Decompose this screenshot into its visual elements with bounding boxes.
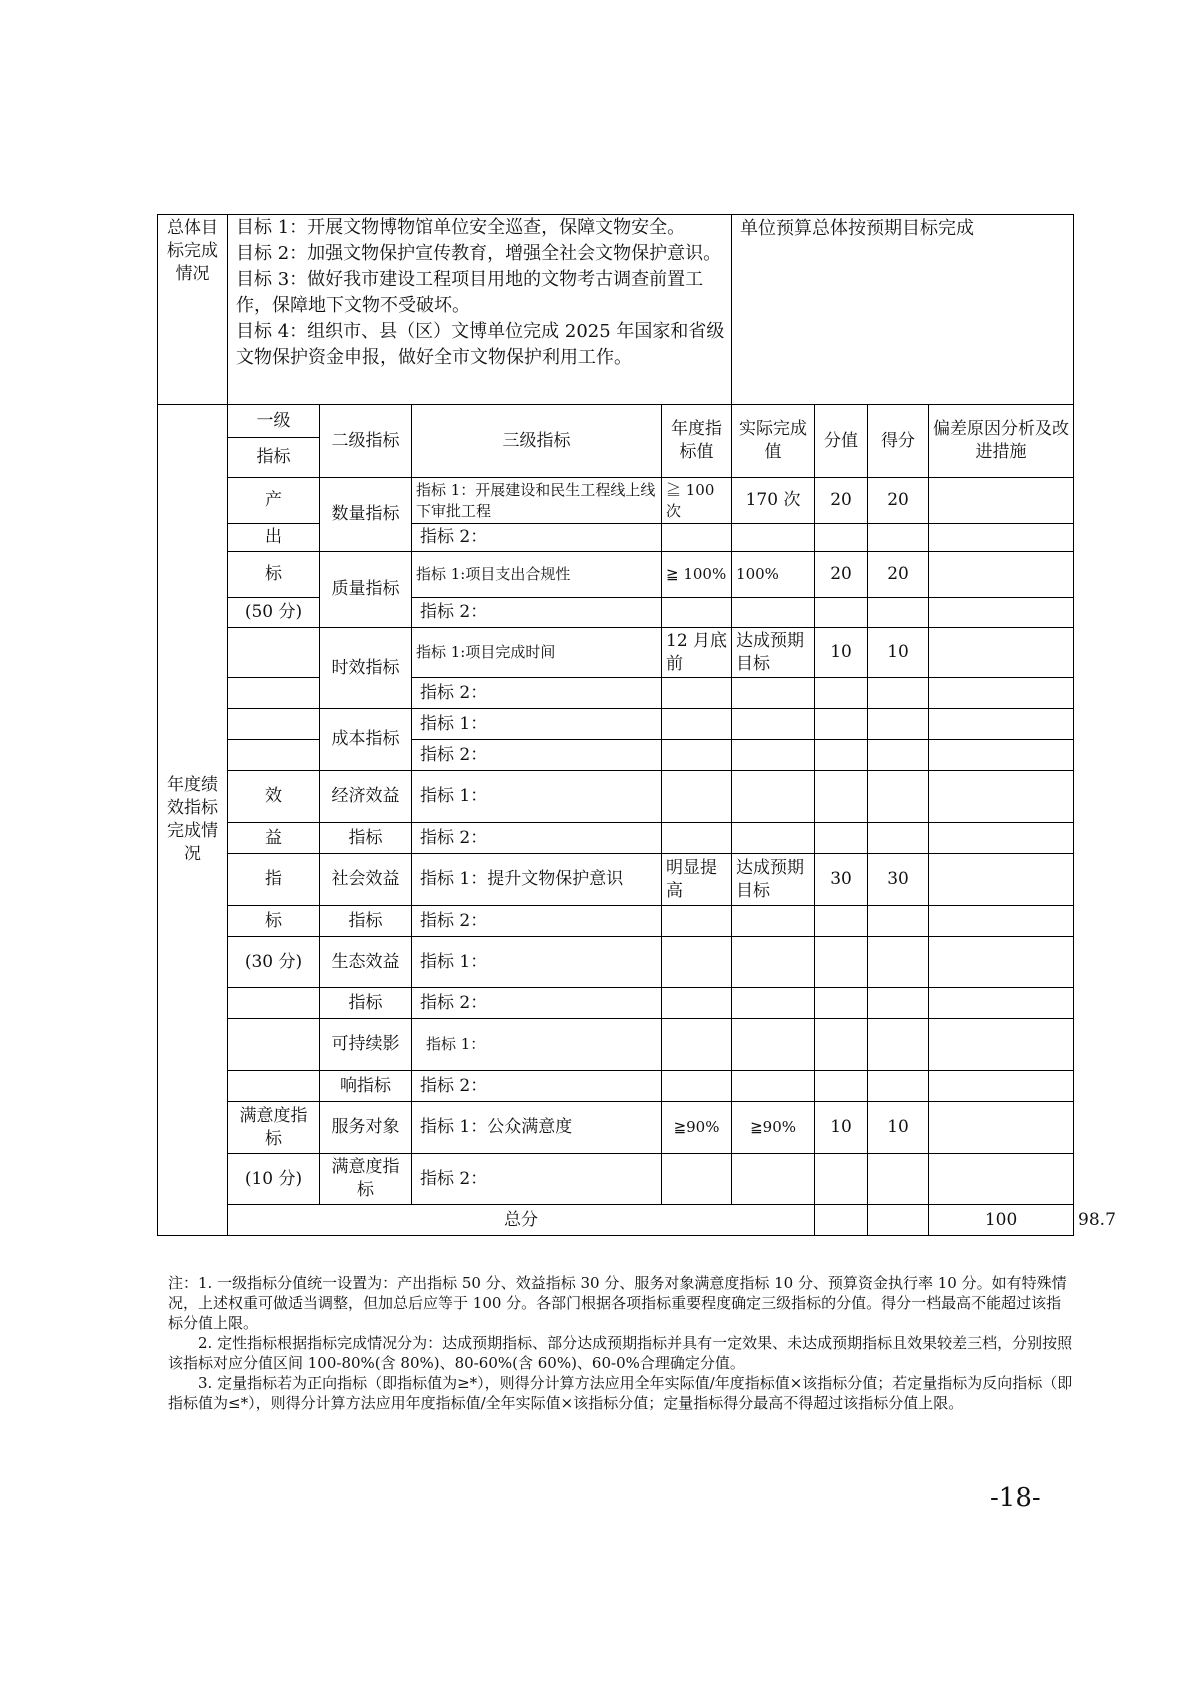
empty-cell	[868, 1071, 929, 1102]
satisfaction-label-2: (10 分)	[228, 1154, 320, 1205]
goal-1: 目标 1：开展文物博物馆单位安全巡查，保障文物安全。	[236, 217, 686, 238]
social-i2: 指标 2：	[412, 906, 662, 937]
social-i1: 指标 1：提升文物保护意识	[412, 854, 662, 906]
service-i1: 指标 1：公众满意度	[412, 1102, 662, 1154]
header-score: 得分	[868, 405, 929, 478]
header-level2: 二级指标	[320, 405, 412, 478]
empty-cell	[732, 988, 815, 1019]
empty-cell	[868, 1205, 929, 1236]
empty-cell	[732, 1071, 815, 1102]
output-label-4: (50 分)	[228, 598, 320, 628]
goal-4: 目标 4：组织市、县（区）文博单位完成 2025 年国家和省级文物保护资金申报，做好全市文物保护利用工作。	[236, 321, 725, 368]
service-target: ≧90%	[662, 1102, 732, 1154]
empty-cell	[868, 1019, 929, 1071]
qty-deviation	[929, 478, 1074, 524]
eco-l2a: 生态效益	[320, 937, 412, 988]
empty-cell	[732, 1019, 815, 1071]
empty-cell	[929, 988, 1074, 1019]
empty-cell	[929, 906, 1074, 937]
quality-actual: 100%	[732, 552, 815, 598]
service-l2: 服务对象	[320, 1102, 412, 1154]
qty-val: 20	[815, 478, 868, 524]
empty-cell	[868, 771, 929, 823]
header-level1-b: 指标	[228, 438, 320, 478]
social-target: 明显提高	[662, 854, 732, 906]
performance-table: 总体目标完成情况 目标 1：开展文物博物馆单位安全巡查，保障文物安全。 目标 2：加强文物保护宣传教育，增强全社会文物保护意识。 目标 3：做好我市建设工程项目用地的文物考古调查前置工作，保障地下文物不受破坏。 目标 4：组织市、县（区）文博单位完成 2025 年国家和省级文物保护资金申报，做好全市文物保护利用工作。 单位预算总体按预期目标完成 年度绩效指标完成情况 一级 二级指标 三级指标 年度指标值 实际完成值 分值 得分 偏差原因分析及改进措施 指标 产 数量指标 指标 1：开展建设和民生工程线上线下审批工程 ≧ 100 次 170 次 20 20 出 指标 2： 标 质量指标 指标 1:项目支出合规性 ≧ 100% 100% 20 20 (50 分) 指标 2： 时效指标 指标 1:项目完成时间 12 月底前 达成预期目标 10 10 指标 2： 成本指标 指标 1： 指标 2： 效 经济效益 指标 1： 益 指标 指标 2： 指 社会效益 指标 1：提升文物保护意识 明显提高 达成预期目标 30 30 标 指标 指标 2： (30 分) 生态效益 指标 1： 指标 指标 2： 可持续影 指标 1： 响指标 指标 2： 满意度指标 服务对象 指标 1：公众满意度 ≧90% ≧90% 10 10 (10 分) 满意度指标 指标 2： 总分 100 98.7	[157, 214, 1074, 1236]
econ-i2: 指标 2：	[412, 823, 662, 854]
time-target: 12 月底前	[662, 628, 732, 678]
empty-cell	[815, 906, 868, 937]
empty-cell	[868, 988, 929, 1019]
empty-cell	[815, 709, 868, 740]
time-score: 10	[868, 628, 929, 678]
empty-cell	[929, 678, 1074, 709]
header-level1-a: 一级	[228, 405, 320, 438]
benefit-label-3: 指	[228, 854, 320, 906]
quality-deviation	[929, 552, 1074, 598]
qty-i1: 指标 1：开展建设和民生工程线上线下审批工程	[412, 478, 662, 524]
header-actual: 实际完成值	[732, 405, 815, 478]
empty-cell	[868, 678, 929, 709]
time-i1: 指标 1:项目完成时间	[412, 628, 662, 678]
quality-l2: 质量指标	[320, 552, 412, 628]
empty-cell	[815, 823, 868, 854]
empty-cell	[815, 598, 868, 628]
empty-cell	[868, 524, 929, 552]
social-actual: 达成预期目标	[732, 854, 815, 906]
sustain-i2: 指标 2：	[412, 1071, 662, 1102]
satisfaction-label-1: 满意度指标	[228, 1102, 320, 1154]
service-val: 10	[815, 1102, 868, 1154]
econ-i1: 指标 1：	[412, 771, 662, 823]
eco-l2b: 指标	[320, 988, 412, 1019]
header-deviation: 偏差原因分析及改进措施	[929, 405, 1074, 478]
service-actual: ≧90%	[732, 1102, 815, 1154]
empty-cell	[929, 771, 1074, 823]
empty-cell	[732, 598, 815, 628]
time-i2: 指标 2：	[412, 678, 662, 709]
econ-l2a: 经济效益	[320, 771, 412, 823]
eco-i1: 指标 1：	[412, 937, 662, 988]
empty-cell	[732, 1154, 815, 1205]
time-val: 10	[815, 628, 868, 678]
empty-cell	[815, 988, 868, 1019]
overall-result: 单位预算总体按预期目标完成	[732, 215, 1074, 405]
social-score: 30	[868, 854, 929, 906]
empty-cell	[815, 1154, 868, 1205]
note-1: 注：1. 一级指标分值统一设置为：产出指标 50 分、效益指标 30 分、服务对象满意度指标 10 分、预算资金执行率 10 分。如有特殊情况，上述权重可做适当调整，但加总后应等于 100 分。各部门根据各项指标重要程度确定三级指标的分值。得分一档最高不能超过该指标分值上限。	[168, 1274, 1067, 1332]
qty-i2: 指标 2：	[412, 524, 662, 552]
empty-cell	[732, 709, 815, 740]
benefit-label-5: (30 分)	[228, 937, 320, 988]
empty-cell	[662, 598, 732, 628]
empty-cell	[929, 524, 1074, 552]
empty-cell	[732, 771, 815, 823]
qty-score: 20	[868, 478, 929, 524]
time-l2: 时效指标	[320, 628, 412, 709]
social-val: 30	[815, 854, 868, 906]
empty-cell	[815, 1071, 868, 1102]
empty-cell	[732, 678, 815, 709]
empty-cell	[228, 678, 320, 709]
empty-cell	[662, 906, 732, 937]
empty-cell	[929, 740, 1074, 771]
empty-cell	[929, 823, 1074, 854]
empty-cell	[228, 988, 320, 1019]
perf-label: 年度绩效指标完成情况	[158, 405, 228, 1236]
empty-cell	[662, 1071, 732, 1102]
satis-i2: 指标 2：	[412, 1154, 662, 1205]
empty-cell	[732, 823, 815, 854]
empty-cell	[732, 524, 815, 552]
overall-goals	[228, 215, 732, 405]
output-label-1: 产	[228, 478, 320, 524]
empty-cell	[662, 771, 732, 823]
empty-cell	[868, 937, 929, 988]
goal-3: 目标 3：做好我市建设工程项目用地的文物考古调查前置工作，保障地下文物不受破坏。	[236, 269, 704, 316]
social-deviation	[929, 854, 1074, 906]
empty-cell	[815, 740, 868, 771]
empty-cell	[815, 1019, 868, 1071]
header-level3: 三级指标	[412, 405, 662, 478]
empty-cell	[929, 1019, 1074, 1071]
time-deviation	[929, 628, 1074, 678]
empty-cell	[929, 937, 1074, 988]
empty-cell	[228, 740, 320, 771]
quality-score: 20	[868, 552, 929, 598]
output-label-2: 出	[228, 524, 320, 552]
empty-cell	[732, 740, 815, 771]
goal-2: 目标 2：加强文物保护宣传教育，增强全社会文物保护意识。	[236, 243, 722, 264]
empty-cell	[868, 823, 929, 854]
econ-l2b: 指标	[320, 823, 412, 854]
quality-i1: 指标 1:项目支出合规性	[412, 552, 662, 598]
empty-cell	[732, 906, 815, 937]
page-number: -18-	[990, 1483, 1041, 1513]
quality-val: 20	[815, 552, 868, 598]
empty-cell	[662, 1019, 732, 1071]
note-3: 3. 定量指标若为正向指标（即指标值为≥*），则得分计算方法应用全年实际值/年度指标值×该指标分值；若定量指标为反向指标（即指标值为≤*），则得分计算方法应用年度指标值/全年实际值×该指标分值；定量指标得分最高不得超过该指标分值上限。	[168, 1374, 1073, 1412]
social-l2b: 指标	[320, 906, 412, 937]
empty-cell	[929, 1154, 1074, 1205]
header-score-value: 分值	[815, 405, 868, 478]
empty-cell	[868, 740, 929, 771]
cost-i2: 指标 2：	[412, 740, 662, 771]
empty-cell	[662, 1154, 732, 1205]
empty-cell	[868, 1154, 929, 1205]
empty-cell	[868, 906, 929, 937]
empty-cell	[868, 709, 929, 740]
empty-cell	[662, 937, 732, 988]
empty-cell	[815, 1205, 868, 1236]
sustain-i1: 指标 1：	[412, 1019, 662, 1071]
sustain-l2b: 响指标	[320, 1071, 412, 1102]
overall-label: 总体目标完成情况	[158, 215, 228, 405]
empty-cell	[929, 709, 1074, 740]
satis-l2: 满意度指标	[320, 1154, 412, 1205]
header-target: 年度指标值	[662, 405, 732, 478]
empty-cell	[815, 937, 868, 988]
empty-cell	[929, 598, 1074, 628]
empty-cell	[662, 524, 732, 552]
qty-l2: 数量指标	[320, 478, 412, 552]
empty-cell	[228, 1019, 320, 1071]
empty-cell	[815, 678, 868, 709]
empty-cell	[815, 771, 868, 823]
quality-target: ≧ 100%	[662, 552, 732, 598]
benefit-label-2: 益	[228, 823, 320, 854]
empty-cell	[662, 678, 732, 709]
service-score: 10	[868, 1102, 929, 1154]
benefit-label-4: 标	[228, 906, 320, 937]
output-label-3: 标	[228, 552, 320, 598]
empty-cell	[228, 709, 320, 740]
notes	[168, 1273, 1073, 1413]
time-actual: 达成预期目标	[732, 628, 815, 678]
cost-i1: 指标 1：	[412, 709, 662, 740]
qty-target: ≧ 100 次	[662, 478, 732, 524]
total-label: 总分	[228, 1205, 815, 1236]
empty-cell	[815, 524, 868, 552]
eco-i2: 指标 2：	[412, 988, 662, 1019]
service-deviation	[929, 1102, 1074, 1154]
empty-cell	[662, 988, 732, 1019]
empty-cell	[662, 740, 732, 771]
note-2: 2. 定性指标根据指标完成情况分为：达成预期指标、部分达成预期指标并具有一定效果、未达成预期指标且效果较差三档，分别按照该指标对应分值区间 100-80%(含 80%)、80-60%(含 60%)、60-0%合理确定分值。	[168, 1334, 1073, 1372]
benefit-label-1: 效	[228, 771, 320, 823]
empty-cell	[228, 1071, 320, 1102]
sustain-l2a: 可持续影	[320, 1019, 412, 1071]
total-val: 100	[929, 1205, 1074, 1236]
social-l2a: 社会效益	[320, 854, 412, 906]
empty-cell	[929, 1071, 1074, 1102]
quality-i2: 指标 2：	[412, 598, 662, 628]
empty-cell	[662, 823, 732, 854]
empty-cell	[662, 709, 732, 740]
cost-l2: 成本指标	[320, 709, 412, 771]
empty-cell	[732, 937, 815, 988]
qty-actual: 170 次	[732, 478, 815, 524]
empty-cell	[228, 628, 320, 678]
empty-cell	[868, 598, 929, 628]
